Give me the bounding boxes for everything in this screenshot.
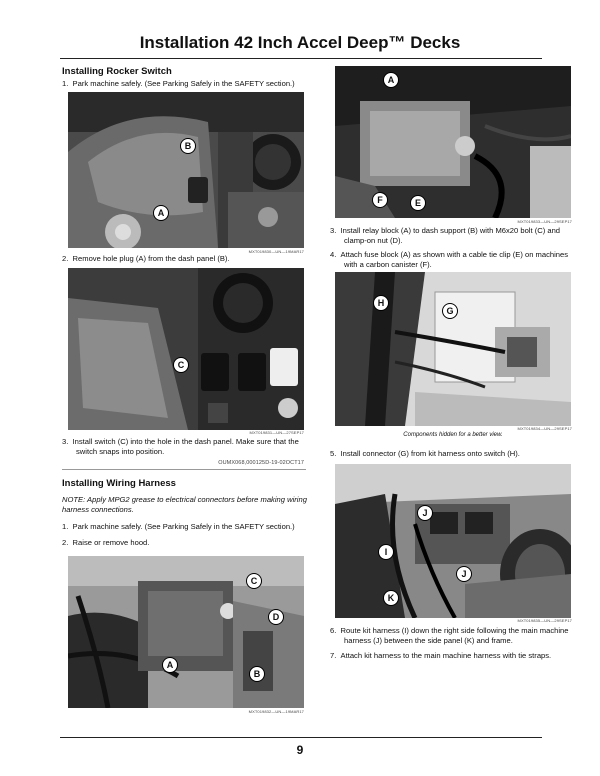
callout-g: G [442,303,458,319]
callout-c: C [173,357,189,373]
step-remove-hole-plug: 2. Remove hole plug (A) from the dash panel (B). [62,254,230,263]
grease-note: NOTE: Apply MPG2 grease to electrical connectors before making wiring harness connections. [62,495,307,514]
photo-caption: MXT019830—UN—19MAR17 [248,249,304,254]
doc-reference: OUMX068,000125D-19-02OCT17 [218,460,304,466]
callout-e: E [410,195,426,211]
callout-a: A [153,205,169,221]
callout-k: K [383,590,399,606]
photo-relay-block [68,556,304,708]
callout-c: C [246,573,262,589]
photo-caption: MXT019832—UN—19MAR17 [248,709,304,714]
section-divider [62,469,306,470]
callout-f: F [372,192,388,208]
page-number: 9 [296,743,304,757]
footer-rule [60,737,542,738]
step-attach-tie-straps: 7. Attach kit harness to the main machine harness with tie straps. [330,651,552,660]
step-raise-hood: 2. Raise or remove hood. [62,537,150,547]
photo-connector-switch [335,272,571,426]
step-install-connector: 5. Install connector (G) from kit harness onto switch (H). [330,449,520,458]
callout-i: I [378,544,394,560]
step-park-machine-2: 1. Park machine safely. (See Parking Safely in the SAFETY section.) [62,522,295,531]
callout-a: A [383,72,399,88]
step-park-machine: 1. Park machine safely. (See Parking Safely in the SAFETY section.) [62,79,295,88]
section-heading-wiring-harness: Installing Wiring Harness [62,478,176,489]
callout-b: B [180,138,196,154]
callout-a: A [162,657,178,673]
photo-switch-installed [68,268,304,430]
callout-j: J [417,505,433,521]
step-attach-fuse-block: 4. Attach fuse block (A) as shown with a cable tie clip (E) on machines with a carbon canister (F). [330,250,569,269]
step-install-relay-block: 3. Install relay block (A) to dash support (B) with M6x20 bolt (C) and clamp-on nut (D). [330,226,561,245]
page-title: Installation 42 Inch Accel Deep™ Decks [139,33,461,52]
photo-caption: MXT019834—UN—29SEP17 [517,426,572,431]
section-heading-rocker-switch: Installing Rocker Switch [62,66,172,77]
photo-dash-panel-hole-plug [68,92,304,248]
callout-j-lower: J [456,566,472,582]
components-hidden-note: Components hidden for a better view. [403,432,503,438]
photo-caption: MXT019835—UN—29SEP17 [517,618,572,623]
step-route-kit-harness: 6. Route kit harness (I) down the right side following the main machine harness (J) between the side panel (K) and frame. [330,626,569,645]
callout-h: H [373,295,389,311]
step-install-switch: 3. Install switch (C) into the hole in the dash panel. Make sure that the switch snaps into position. [62,437,299,456]
photo-fuse-block [335,66,571,218]
photo-harness-routing [335,464,571,618]
header-rule [60,58,542,59]
callout-b: B [249,666,265,682]
photo-caption: MXT019833—UN—29SEP17 [517,219,572,224]
callout-d: D [268,609,284,625]
photo-caption: MXT019831—UN—27SEP17 [249,430,304,435]
